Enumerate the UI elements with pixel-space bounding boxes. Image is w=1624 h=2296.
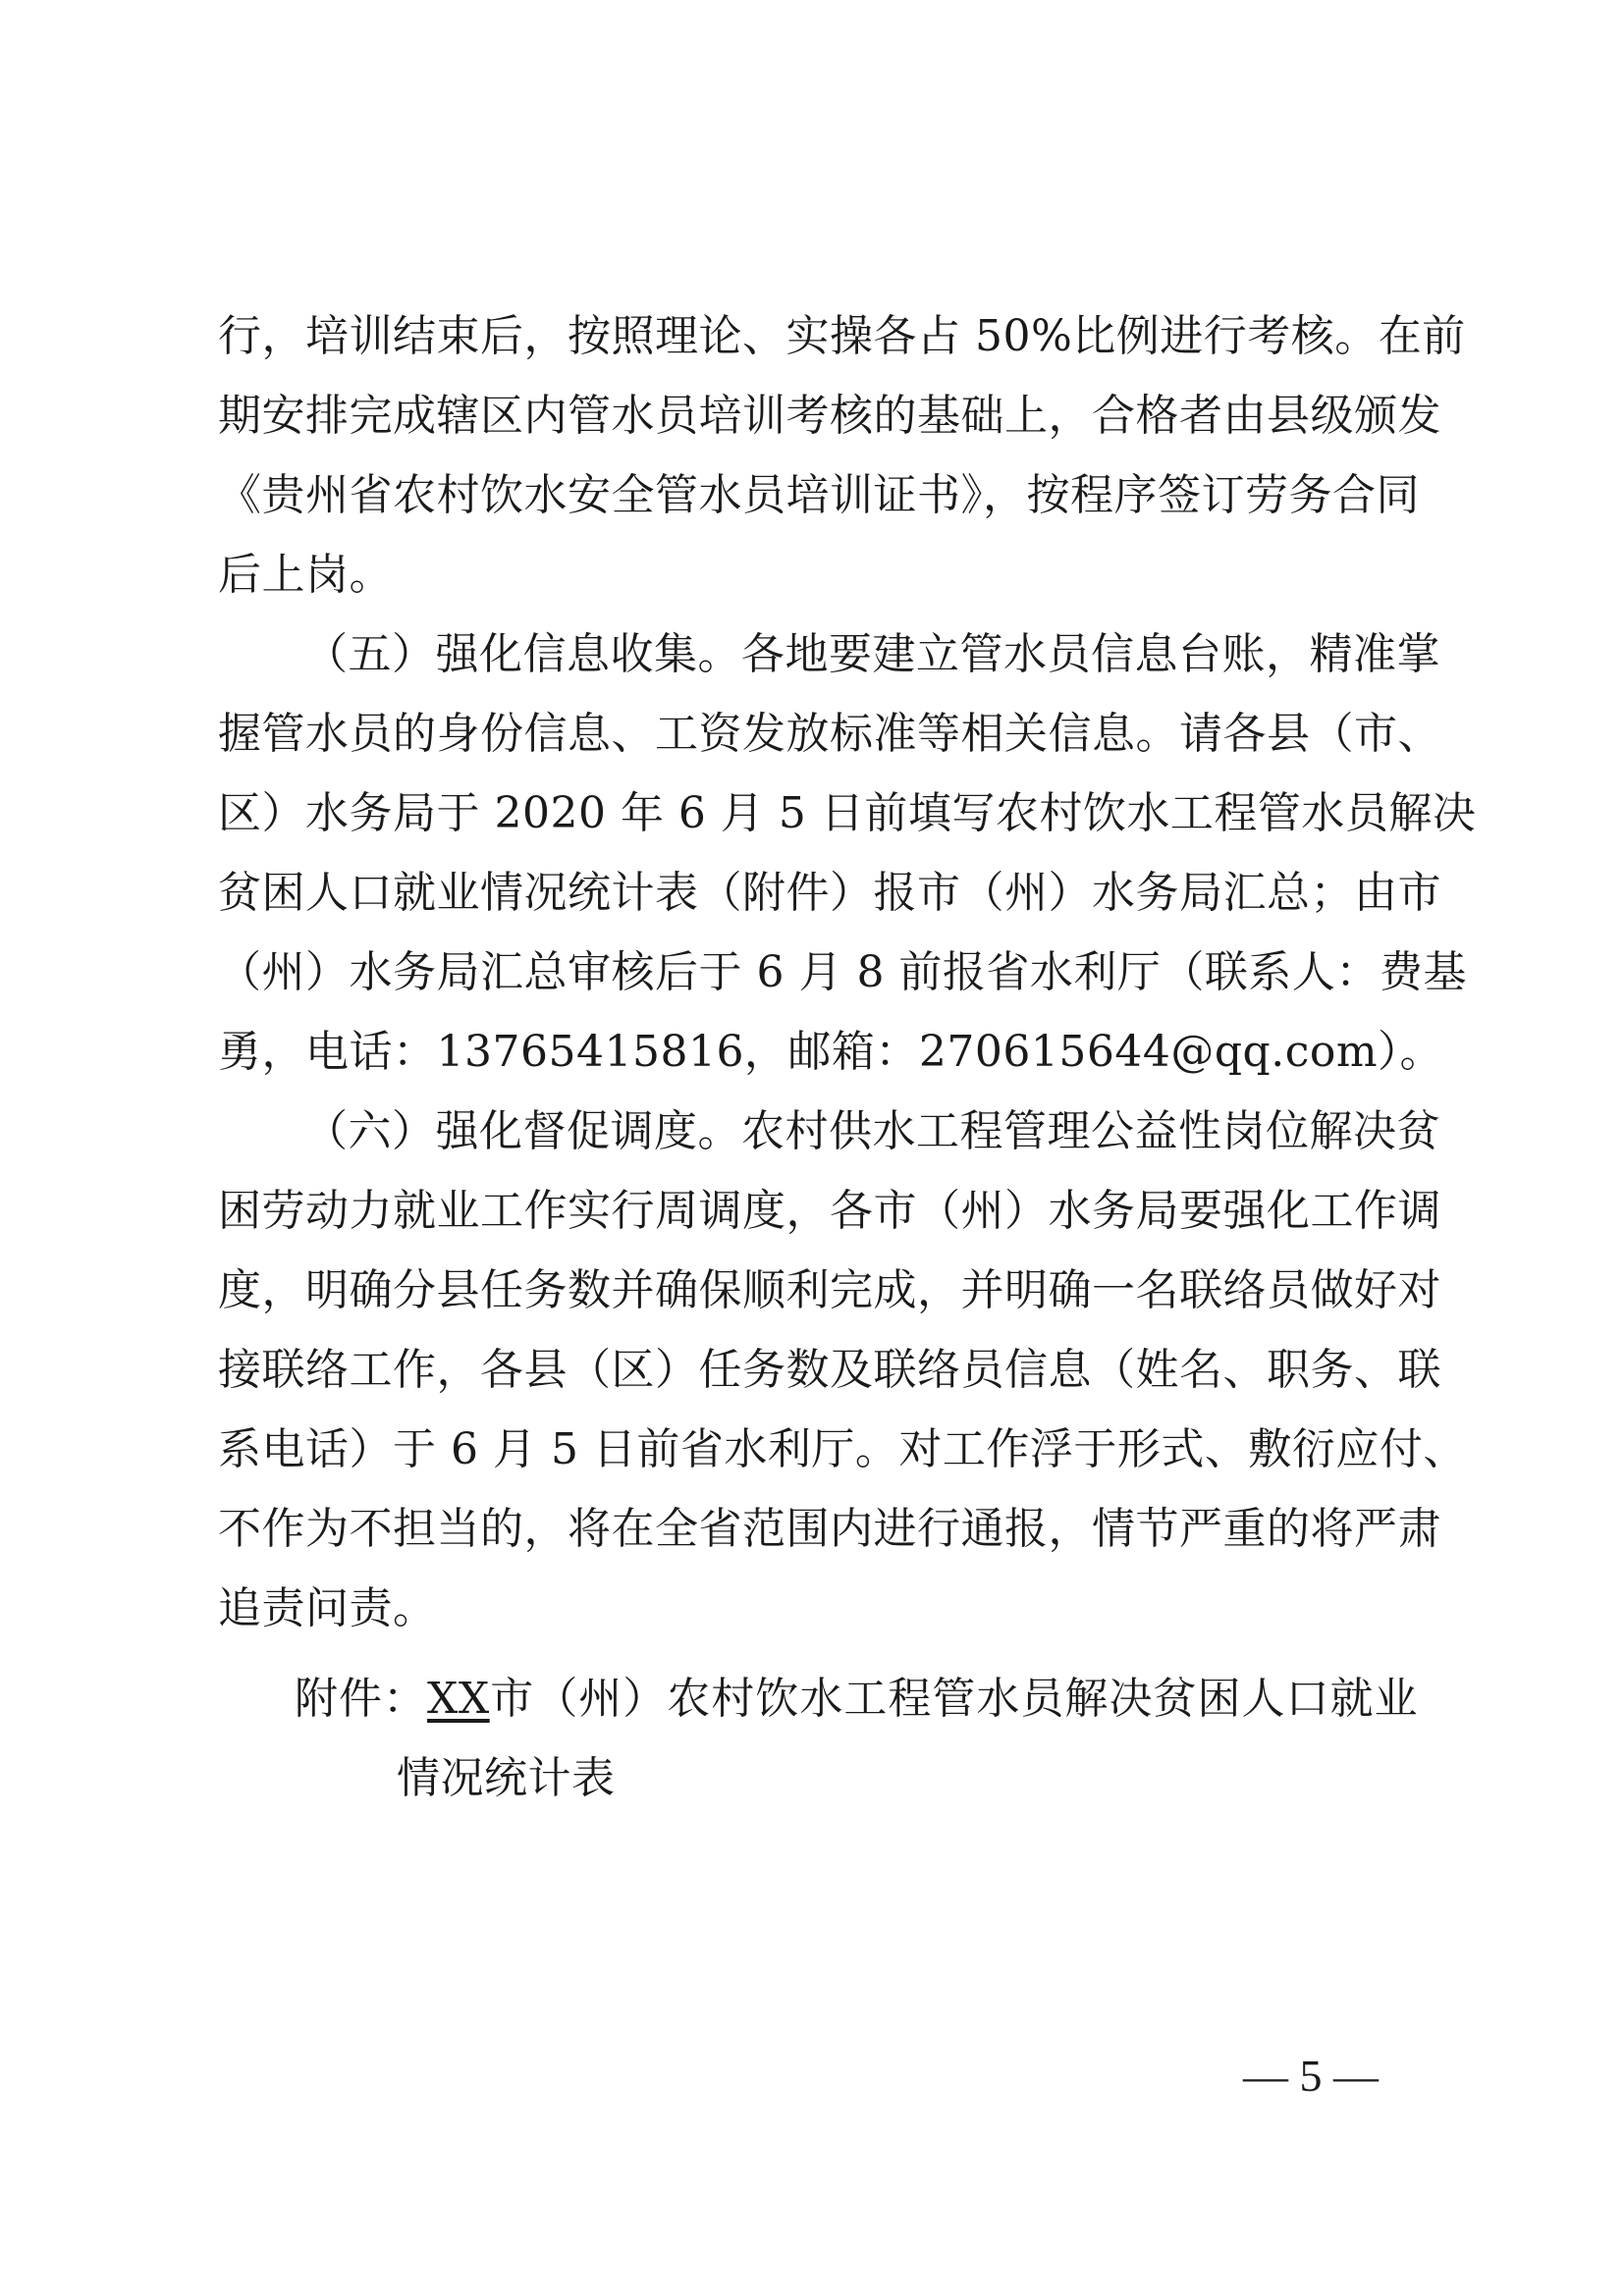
paragraph-1-line-4: 后上岗。: [218, 550, 393, 600]
paragraph-3-line-4: 接联络工作，各县（区）任务数及联络员信息（姓名、职务、联: [218, 1345, 1441, 1395]
paragraph-3-line-5: 系电话）于 6 月 5 日前省水利厅。对工作浮于形式、敷衍应付、: [218, 1424, 1467, 1474]
attachment-note: [295, 1659, 1418, 1818]
paragraph-3-line-3: 度，明确分县任务数并确保顺利完成，并明确一名联络员做好对: [218, 1265, 1441, 1315]
attachment-line-1: [295, 1659, 1418, 1738]
paragraph-2-line-2: 握管水员的身份信息、工资发放标准等相关信息。请各县（市、: [218, 709, 1441, 759]
paragraph-1-line-3: 《贵州省农村饮水安全管水员培训证书》，按程序签订劳务合同: [218, 470, 1420, 520]
page-number: — 5 —: [1243, 2051, 1379, 2101]
paragraph-2-line-3: 区）水务局于 2020 年 6 月 5 日前填写农村饮水工程管水员解决: [218, 788, 1477, 838]
paragraph-2-line-4: 贫困人口就业情况统计表（附件）报市（州）水务局汇总；由市: [218, 868, 1441, 918]
attachment-placeholder: XX: [427, 1674, 490, 1724]
paragraph-2-line-5: （州）水务局汇总审核后于 6 月 8 前报省水利厅（联系人：费基: [218, 947, 1467, 997]
attachment-label: 附件：: [295, 1674, 428, 1724]
paragraph-3-line-6: 不作为不担当的，将在全省范围内进行通报，情节严重的将严肃: [218, 1504, 1441, 1554]
paragraph-2-line-1: （五）强化信息收集。各地要建立管水员信息台账，精准掌: [304, 629, 1440, 679]
paragraph-2-line-6: 勇，电话：13765415816，邮箱：270615644@qq.com）。: [218, 1027, 1444, 1077]
paragraph-3-line-1: （六）强化督促调度。农村供水工程管理公益性岗位解决贫: [304, 1106, 1440, 1156]
attachment-title-line-1: 市（州）农村饮水工程管水员解决贫困人口就业: [489, 1674, 1419, 1724]
paragraph-1-line-1: 行，培训结束后，按照理论、实操各占 50%比例进行考核。在前: [218, 311, 1466, 361]
paragraph-1-line-2: 期安排完成辖区内管水员培训考核的基础上，合格者由县级颁发: [218, 391, 1441, 441]
attachment-title-line-2: 情况统计表: [397, 1753, 616, 1803]
paragraph-3-line-7: 追责问责。: [218, 1583, 437, 1633]
paragraph-3-line-2: 困劳动力就业工作实行周调度，各市（州）水务局要强化工作调: [218, 1186, 1441, 1236]
body-text: [218, 296, 1477, 1648]
